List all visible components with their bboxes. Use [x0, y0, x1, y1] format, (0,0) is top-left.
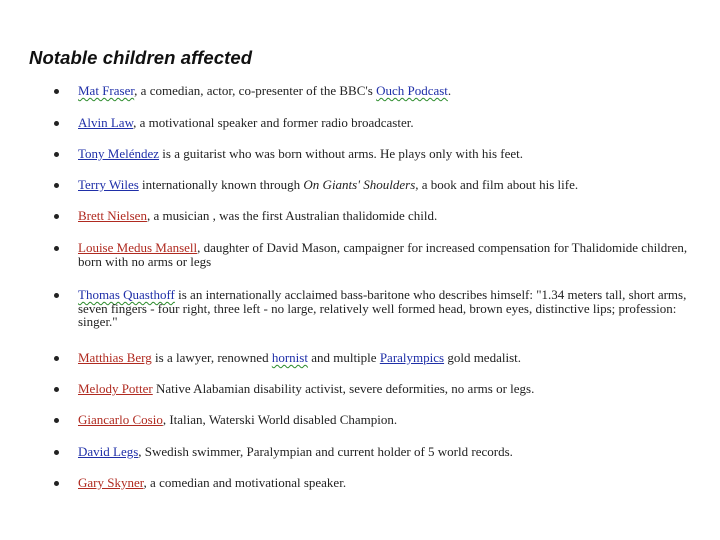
list-item-text: Terry Wiles internationally known through On Giants' Shoulders, a book and film about his life.: [78, 177, 579, 192]
list-item-text: Brett Nielsen, a musician , was the first Australian thalidomide child.: [78, 208, 438, 223]
person-link[interactable]: David Legs: [78, 444, 139, 459]
bullet-icon: [54, 450, 59, 455]
list-item-text: Louise Medus Mansell, daughter of David Mason, campaigner for increased compensation for Thalidomide children, born with no arms or legs: [78, 240, 688, 269]
list-item-text: Matthias Berg is a lawyer, renowned hornist and multiple Paralympics gold medalist.: [78, 350, 521, 365]
list-item-text: David Legs, Swedish swimmer, Paralympian and current holder of 5 world records.: [78, 444, 513, 459]
ouch-podcast-link[interactable]: Ouch Podcast: [376, 83, 448, 98]
bullet-icon: [54, 121, 59, 126]
person-link[interactable]: Mat Fraser: [78, 83, 135, 98]
bullet-icon: [54, 481, 59, 486]
book-title: On Giants' Shoulders: [303, 177, 416, 192]
list-item-text: Giancarlo Cosio, Italian, Waterski World disabled Champion.: [78, 412, 398, 427]
list-item-text: Alvin Law, a motivational speaker and former radio broadcaster.: [78, 115, 414, 130]
list-item-text: Melody Potter Native Alabamian disability activist, severe deformities, no arms or legs.: [78, 381, 535, 396]
person-link[interactable]: Brett Nielsen: [78, 208, 147, 223]
bullet-icon: [54, 183, 59, 188]
person-link[interactable]: Terry Wiles: [78, 177, 139, 192]
bullet-icon: [54, 246, 59, 251]
list-item-text: Gary Skyner, a comedian and motivational speaker.: [78, 475, 347, 490]
hornist-link[interactable]: hornist: [271, 350, 308, 365]
page-title: Notable children affected: [29, 47, 253, 68]
person-link[interactable]: Giancarlo Cosio: [78, 412, 163, 427]
person-link[interactable]: Matthias Berg: [78, 350, 152, 365]
paralympics-link[interactable]: Paralympics: [379, 350, 445, 365]
person-link[interactable]: Alvin Law: [78, 115, 134, 130]
list-item-text: Thomas Quasthoff is an internationally acclaimed bass-baritone who describes himself: "1.34 meters tall, short arms, seven fingers - four right, three left - no large, relatively well formed head, brown eyes, distinctive lips; profession: singer.": [78, 287, 687, 329]
person-link[interactable]: Louise Medus Mansell: [78, 240, 198, 255]
bullet-icon: [54, 152, 59, 157]
person-link[interactable]: Melody Potter: [78, 381, 153, 396]
person-link[interactable]: Tony Meléndez: [78, 146, 160, 161]
list-item-text: Mat Fraser, a comedian, actor, co-presenter of the BBC's Ouch Podcast.: [78, 83, 452, 98]
person-link[interactable]: Thomas Quasthoff: [78, 287, 175, 302]
bullet-icon: [54, 293, 59, 298]
person-link[interactable]: Gary Skyner: [78, 475, 144, 490]
bullet-icon: [54, 89, 59, 94]
list-item-text: Tony Meléndez is a guitarist who was born without arms. He plays only with his feet.: [78, 146, 523, 161]
bullet-icon: [54, 387, 59, 392]
bullet-icon: [54, 356, 59, 361]
bullet-icon: [54, 214, 59, 219]
bullet-icon: [54, 418, 59, 423]
